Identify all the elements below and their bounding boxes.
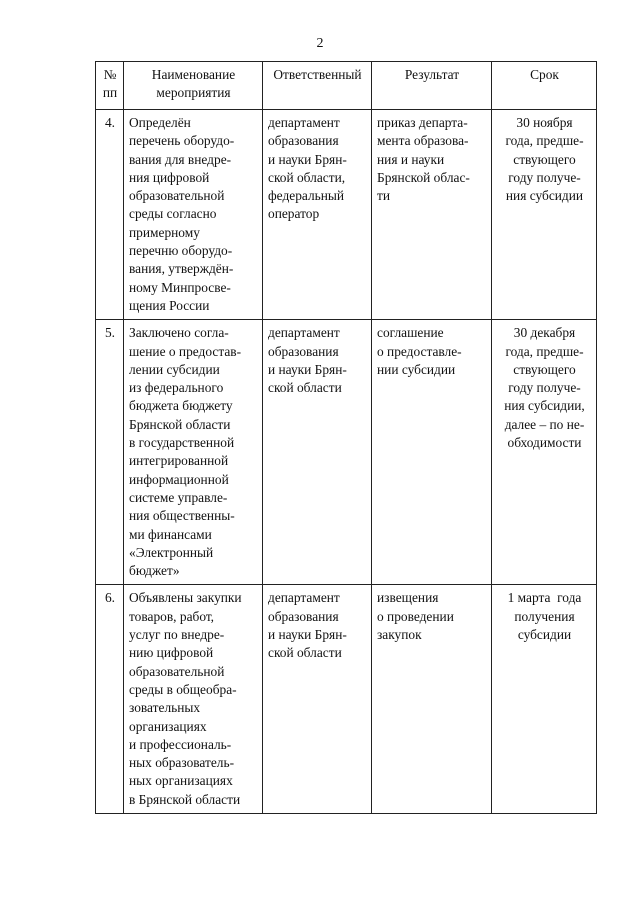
row-number: 4.: [96, 110, 124, 320]
row-responsible: департамент образования и науки Брян- ской области, федеральный оператор: [263, 110, 372, 320]
header-result: Результат: [372, 62, 492, 110]
row-term: 30 декабря года, предше- ствующего году получе- ния субсидии, далее – по не- обходимости: [492, 320, 597, 585]
table-row: [96, 320, 597, 585]
row-result: извещения о проведении закупок: [372, 585, 492, 814]
table-row: [96, 585, 597, 814]
row-result: соглашение о предоставле- нии субсидии: [372, 320, 492, 585]
header-responsible: Ответственный: [263, 62, 372, 110]
table-header-row: [96, 62, 597, 110]
table-row: [96, 110, 597, 320]
header-term: Срок: [492, 62, 597, 110]
row-number: 6.: [96, 585, 124, 814]
row-responsible: департамент образования и науки Брян- ской области: [263, 320, 372, 585]
page-number: 2: [316, 36, 324, 51]
row-name: Определён перечень оборудо- вания для внедре- ния цифровой образовательной среды согласно примерному перечню оборудо- вания, утверждён- ному Минпросве- щения России: [124, 110, 263, 320]
row-term: 1 марта года получения субсидии: [492, 585, 597, 814]
header-name: Наименование мероприятия: [124, 62, 263, 110]
row-number: 5.: [96, 320, 124, 585]
row-result: приказ департа- мента образова- ния и науки Брянской облас- ти: [372, 110, 492, 320]
row-term: 30 ноября года, предше- ствующего году получе- ния субсидии: [492, 110, 597, 320]
row-name: Объявлены закупки товаров, работ, услуг по внедре- нию цифровой образовательной среды в общеобра- зовательных организациях и профессиональ- ных образователь- ных организациях в Брянской области: [124, 585, 263, 814]
row-responsible: департамент образования и науки Брян- ской области: [263, 585, 372, 814]
row-name: Заключено согла- шение о предостав- лении субсидии из федерального бюджета бюджету Брянской области в государственной интегрированной информационной системе управле- ния общественны- ми финансами «Электронный бюджет»: [124, 320, 263, 585]
header-number: № пп: [96, 62, 124, 110]
events-table: [95, 61, 597, 814]
